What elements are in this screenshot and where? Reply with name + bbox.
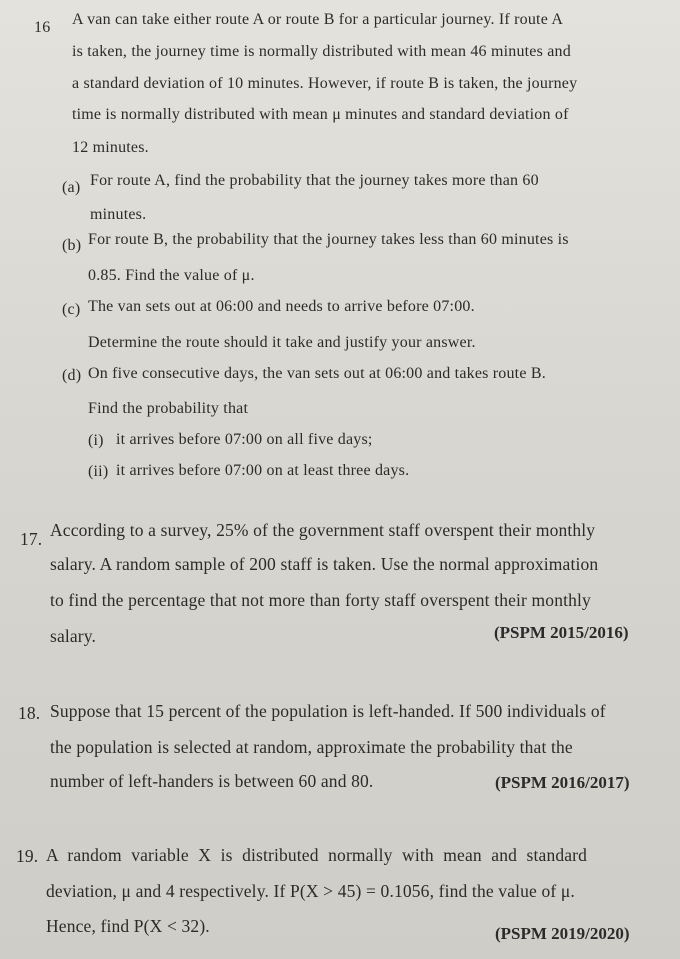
question-text-line: A random variable X is distributed normally with mean and standard [46, 845, 588, 865]
question-text-line: to find the percentage that not more than forty staff overspent their monthly [50, 590, 591, 610]
question-text-line: it arrives before 07:00 on at least three days. [116, 462, 410, 479]
question-text-line: Find the probability that [88, 400, 249, 417]
question-number: 19. [16, 846, 39, 866]
part-label: (c) [62, 301, 81, 318]
question-text-line: time is normally distributed with mean μ minutes and standard deviation of [72, 106, 569, 123]
question-text-line: For route B, the probability that the journey takes less than 60 minutes is [88, 231, 569, 248]
question-text-line: 12 minutes. [72, 139, 149, 156]
question-text-line: Suppose that 15 percent of the population is left-handed. If 500 individuals of [50, 701, 606, 721]
question-text-line: number of left-handers is between 60 and 80. [50, 771, 374, 791]
source-label: (PSPM 2019/2020) [495, 924, 630, 943]
sub-part-label: (ii) [88, 463, 109, 480]
question-text-line: minutes. [90, 206, 147, 223]
question-text-line: Hence, find P(X < 32). [46, 916, 210, 936]
source-label: (PSPM 2016/2017) [495, 773, 630, 792]
part-label: (d) [62, 367, 82, 384]
sub-part-label: (i) [88, 432, 104, 449]
question-text-line: salary. A random sample of 200 staff is taken. Use the normal approximation [50, 554, 599, 574]
question-text-line: On five consecutive days, the van sets out at 06:00 and takes route B. [88, 365, 546, 382]
question-text-line: it arrives before 07:00 on all five days; [116, 431, 373, 448]
question-text-line: A van can take either route A or route B for a particular journey. If route A [72, 11, 564, 28]
question-text-line: Determine the route should it take and justify your answer. [88, 334, 476, 351]
question-number: 18. [18, 703, 41, 723]
question-text-line: According to a survey, 25% of the government staff overspent their monthly [50, 520, 596, 540]
question-text-line: a standard deviation of 10 minutes. However, if route B is taken, the journey [72, 75, 578, 92]
source-label: (PSPM 2015/2016) [494, 623, 629, 642]
question-text-line: 0.85. Find the value of μ. [88, 267, 255, 284]
part-label: (a) [62, 179, 81, 196]
question-text-line: The van sets out at 06:00 and needs to arrive before 07:00. [88, 298, 475, 315]
question-number: 17. [20, 529, 43, 549]
question-text-line: the population is selected at random, approximate the probability that the [50, 737, 573, 757]
question-text-line: deviation, μ and 4 respectively. If P(X > 45) = 0.1056, find the value of μ. [46, 881, 575, 901]
part-label: (b) [62, 237, 82, 254]
question-text-line: salary. [50, 626, 97, 646]
question-text-line: is taken, the journey time is normally distributed with mean 46 minutes and [72, 43, 571, 60]
question-text-line: For route A, find the probability that the journey takes more than 60 [90, 172, 539, 189]
question-number: 16 [34, 19, 51, 36]
